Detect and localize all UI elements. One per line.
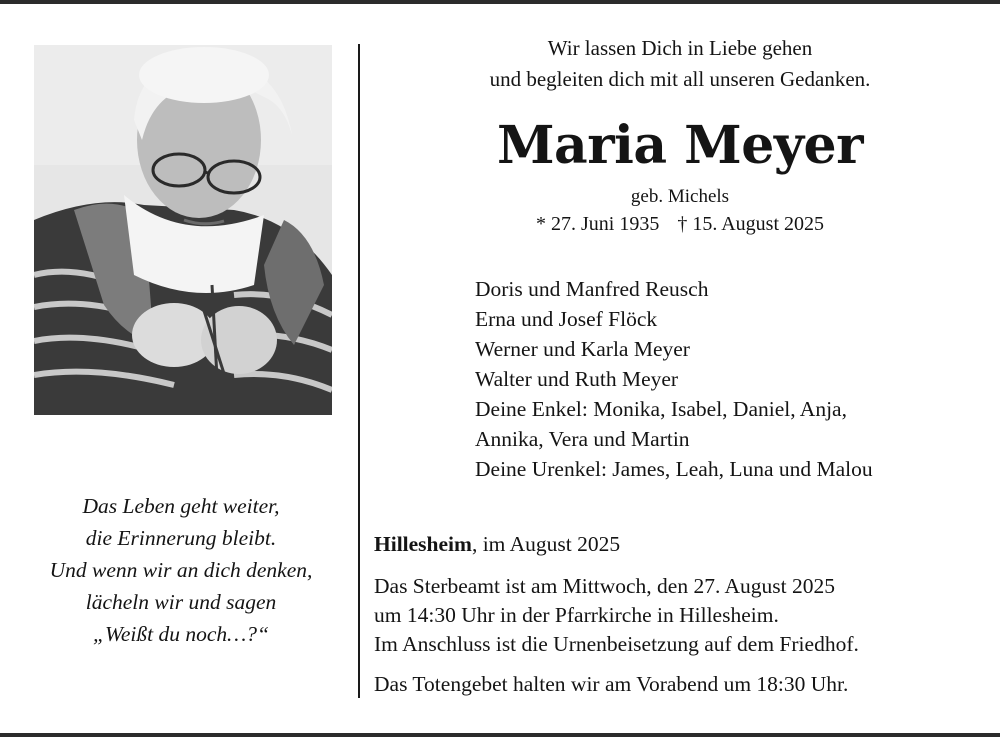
poem-line: Und wenn wir an dich denken, — [49, 558, 313, 582]
place-date — [374, 529, 994, 559]
birth-date: * 27. Juni 1935 — [535, 213, 660, 235]
mourner-line: Annika, Vera und Martin — [475, 427, 690, 451]
notice-line: um 14:30 Uhr in der Pfarrkirche in Hillesheim. — [374, 603, 779, 627]
mourner-line: Erna und Josef Flöck — [475, 307, 658, 331]
portrait-illustration — [34, 45, 332, 415]
deceased-name: Maria Meyer — [496, 115, 864, 176]
mourners-list — [475, 274, 995, 484]
mourner-line: Deine Enkel: Monika, Isabel, Daniel, Anja, — [475, 397, 847, 421]
poem — [14, 490, 348, 650]
prayer-notice: Das Totengebet halten wir am Vorabend um 18:30 Uhr. — [374, 672, 849, 696]
birth-name: geb. Michels — [630, 186, 730, 207]
mourner-line: Walter und Ruth Meyer — [475, 367, 679, 391]
funeral-notice — [374, 572, 1000, 659]
mourner-line: Doris und Manfred Reusch — [475, 277, 709, 301]
mourner-line: Deine Urenkel: James, Leah, Luna und Malou — [475, 457, 873, 481]
death-date: † 15. August 2025 — [677, 213, 825, 235]
notice-line: Das Sterbeamt ist am Mittwoch, den 27. August 2025 — [374, 574, 836, 598]
motto-line: Wir lassen Dich in Liebe gehen — [547, 36, 813, 60]
poem-line: die Erinnerung bleibt. — [85, 526, 277, 550]
place-date-text: , im August 2025 — [471, 532, 621, 556]
motto — [360, 33, 1000, 95]
place-name: Hillesheim — [374, 532, 472, 556]
poem-line: lächeln wir und sagen — [85, 590, 277, 614]
life-dates — [360, 210, 1000, 238]
motto-line: und begleiten dich mit all unseren Gedanken. — [489, 67, 871, 91]
mourner-line: Werner und Karla Meyer — [475, 337, 690, 361]
poem-line: „Weißt du noch…?“ — [93, 622, 269, 646]
poem-line: Das Leben geht weiter, — [82, 494, 280, 518]
portrait-photo — [34, 45, 332, 415]
notice-line: Im Anschluss ist die Urnenbeisetzung auf dem Friedhof. — [374, 632, 859, 656]
